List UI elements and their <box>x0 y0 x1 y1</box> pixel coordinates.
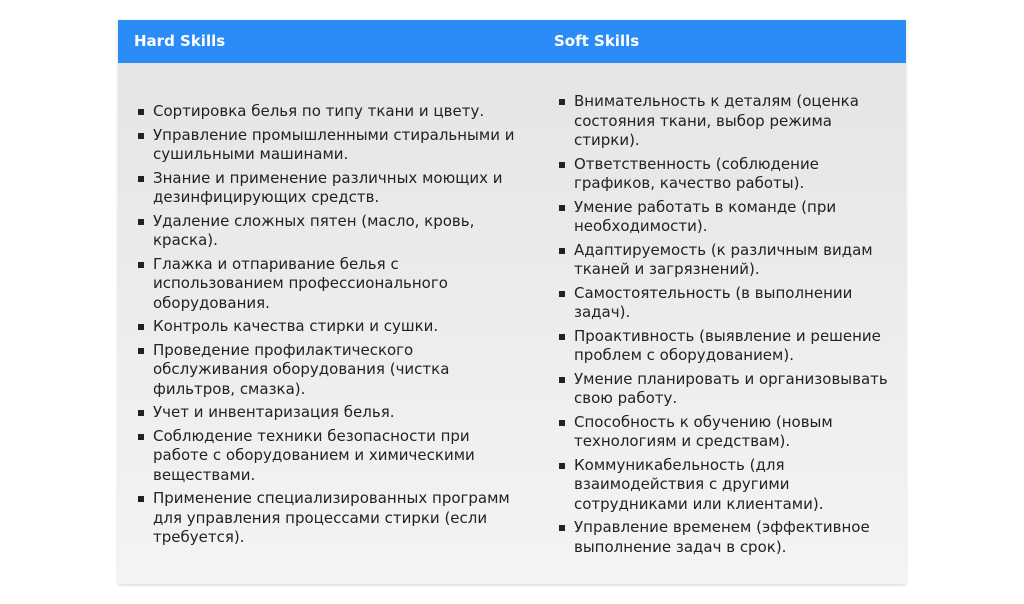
soft-skill-text: Способность к обучению (новым технологиям и средствам). <box>574 412 833 450</box>
bullet-icon <box>138 133 144 139</box>
hard-skill-text: Удаление сложных пятен (масло, кровь, краска). <box>153 211 475 249</box>
soft-skill-item <box>554 370 899 409</box>
hard-skill-text: Управление промышленными стиральными и сушильными машинами. <box>153 125 515 163</box>
soft-skill-item <box>554 241 899 280</box>
hard-skill-text: Учет и инвентаризация белья. <box>153 403 395 421</box>
soft-skill-text: Адаптируемость (к различным видам тканей и загрязнений). <box>574 240 873 278</box>
bullet-icon <box>138 410 144 416</box>
bullet-icon <box>138 262 144 268</box>
hard-skill-item <box>133 427 528 486</box>
bullet-icon <box>138 434 144 440</box>
hard-skill-text: Контроль качества стирки и сушки. <box>153 317 439 335</box>
hard-skill-text: Знание и применение различных моющих и дезинфицирующих средств. <box>153 168 503 206</box>
bullet-icon <box>559 420 565 426</box>
soft-skill-text: Управление временем (эффективное выполнение задач в срок). <box>574 518 870 556</box>
bullet-icon <box>559 248 565 254</box>
bullet-icon <box>559 334 565 340</box>
bullet-icon <box>559 162 565 168</box>
soft-skill-text: Самостоятельность (в выполнении задач). <box>574 283 853 321</box>
hard-skill-item <box>133 403 528 423</box>
bullet-icon <box>559 99 565 105</box>
table-header-row <box>118 20 906 63</box>
bullet-icon <box>138 176 144 182</box>
hard-skill-item <box>133 126 528 165</box>
hard-skill-text: Соблюдение техники безопасности при работе с оборудованием и химическими веществами. <box>153 426 475 484</box>
soft-skills-list <box>554 92 899 561</box>
soft-skill-text: Внимательность к деталям (оценка состояния ткани, выбор режима стирки). <box>574 92 859 149</box>
bullet-icon <box>138 109 144 115</box>
hard-skill-item <box>133 212 528 251</box>
hard-skill-item <box>133 489 528 548</box>
soft-skill-text: Ответственность (соблюдение графиков, качество работы). <box>574 154 819 192</box>
hard-skill-text: Проведение профилактического обслуживания оборудования (чистка фильтров, смазка). <box>153 340 450 398</box>
soft-skill-text: Проактивность (выявление и решение проблем с оборудованием). <box>574 326 881 364</box>
bullet-icon <box>138 324 144 330</box>
soft-skill-text: Коммуникабельность (для взаимодействия с другими сотрудниками или клиентами). <box>574 455 824 513</box>
bullet-icon <box>559 525 565 531</box>
soft-skill-item <box>554 155 899 194</box>
soft-skill-item <box>554 327 899 366</box>
skills-table <box>118 20 906 584</box>
header-hard-skills: Hard Skills <box>134 32 226 50</box>
soft-skill-item <box>554 92 899 151</box>
hard-skill-item <box>133 102 528 122</box>
bullet-icon <box>138 348 144 354</box>
hard-skill-item <box>133 341 528 400</box>
bullet-icon <box>559 205 565 211</box>
hard-skill-text: Применение специализированных программ для управления процессами стирки (если требуется). <box>153 489 510 546</box>
hard-skill-text: Глажка и отпаривание белья с использованием профессионального оборудования. <box>153 254 448 312</box>
soft-skill-text: Умение работать в команде (при необходимости). <box>574 197 837 235</box>
soft-skill-text: Умение планировать и организовывать свою работу. <box>574 369 888 407</box>
table-body-row <box>118 63 906 584</box>
soft-skill-item <box>554 518 899 557</box>
soft-skill-item <box>554 413 899 452</box>
bullet-icon <box>559 377 565 383</box>
bullet-icon <box>559 291 565 297</box>
soft-skill-item <box>554 456 899 515</box>
bullet-icon <box>138 219 144 225</box>
hard-skills-list <box>133 102 528 552</box>
soft-skill-item <box>554 284 899 323</box>
soft-skill-item <box>554 198 899 237</box>
hard-skill-text: Сортировка белья по типу ткани и цвету. <box>153 102 485 120</box>
hard-skill-item <box>133 317 528 337</box>
bullet-icon <box>138 496 144 502</box>
hard-skill-item <box>133 169 528 208</box>
hard-skill-item <box>133 255 528 314</box>
header-soft-skills: Soft Skills <box>554 32 640 50</box>
bullet-icon <box>559 463 565 469</box>
